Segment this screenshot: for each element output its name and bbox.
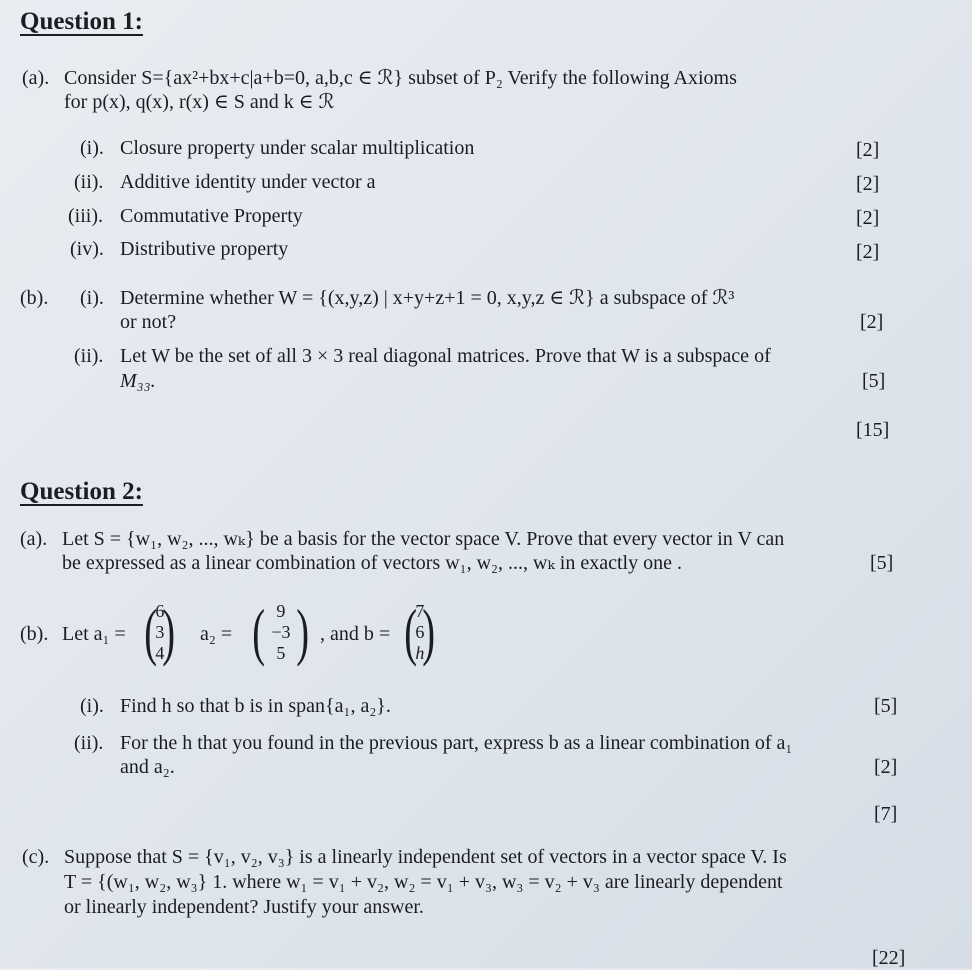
q2-c-line1: Suppose that S = {v₁, v₂, v₃} is a linearly independent set of vectors in a vector space V. Is [64, 846, 787, 868]
q2-c-line3: or linearly independent? Justify your answer. [64, 896, 424, 918]
q1-a-label: (a). [22, 67, 50, 89]
q2-a-line1: Let S = {w₁, w₂, ..., wₖ} be a basis for the vector space V. Prove that every vector in V can [62, 528, 785, 550]
vector-a2: ( 9 −3 5 ) [252, 596, 310, 667]
a1-entry-3: 4 [155, 642, 165, 663]
q1-axiom-3-num: (iii). [68, 205, 103, 227]
q2-total-mark: [22] [872, 947, 906, 969]
q2-b-ii-line2: and a₂. [120, 756, 175, 778]
a2-entry-1: 9 [276, 600, 286, 621]
q2-c-label: (c). [22, 846, 50, 868]
q1-a-line2: for p(x), q(x), r(x) ∈ S and k ∈ ℛ [64, 91, 335, 113]
q1-axiom-2-text: Additive identity under vector a [120, 171, 376, 193]
q2-a-line2: be expressed as a linear combination of vectors w₁, w₂, ..., wₖ in exactly one . [62, 552, 682, 574]
b-entry-2: 6 [415, 621, 425, 642]
question-2-title: Question 2: [20, 478, 143, 505]
q1-total-mark: [15] [856, 419, 890, 441]
q1-b-ii-mark: [5] [862, 370, 886, 392]
q1-b-i-num: (i). [80, 287, 104, 309]
a2-entry-3: 5 [276, 642, 286, 663]
q1-b-i-line2: or not? [120, 311, 177, 333]
q1-a-line1: Consider S={ax²+bx+c|a+b=0, a,b,c ∈ ℛ} subset of P₂ Verify the following Axioms [64, 67, 737, 89]
q2-b-total-mark: [7] [874, 803, 898, 825]
q2-b-i-mark: [5] [874, 695, 898, 717]
q1-axiom-1-mark: [2] [856, 139, 880, 161]
vector-b: ( 7 6 h ) [404, 596, 436, 667]
q1-b-ii-num: (ii). [74, 345, 104, 367]
q2-b-i-num: (i). [80, 695, 104, 717]
q2-b-i-text: Find h so that b is in span{a₁, a₂}. [120, 695, 391, 717]
q1-axiom-4-num: (iv). [70, 238, 104, 260]
a2-entry-2: −3 [271, 621, 291, 642]
q2-b-ii-num: (ii). [74, 732, 104, 754]
q1-b-ii-line1: Let W be the set of all 3 × 3 real diagonal matrices. Prove that W is a subspace of [120, 345, 771, 367]
question-1-title: Question 1: [20, 8, 143, 35]
q1-b-i-mark: [2] [860, 311, 884, 333]
q1-b-i-line1: Determine whether W = {(x,y,z) | x+y+z+1 = 0, x,y,z ∈ ℛ} a subspace of ℛ³ [120, 287, 735, 309]
q2-b-and: , and b = [320, 623, 391, 645]
q2-b-ii-mark: [2] [874, 756, 898, 778]
b-entry-1: 7 [415, 600, 425, 621]
q1-b-label: (b). [20, 287, 49, 309]
q2-a-label: (a). [20, 528, 48, 550]
vector-a1: ( 6 3 4 ) [144, 596, 176, 667]
q1-axiom-2-mark: [2] [856, 173, 880, 195]
q2-a-mark: [5] [870, 552, 894, 574]
q1-axiom-1-text: Closure property under scalar multiplication [120, 137, 475, 159]
q1-axiom-4-mark: [2] [856, 241, 880, 263]
q2-b-ii-line1: For the h that you found in the previous part, express b as a linear combination of a₁ [120, 732, 793, 754]
q2-a2-label: a₂ = [200, 623, 233, 645]
q2-b-label: (b). [20, 623, 49, 645]
a1-entry-2: 3 [155, 621, 165, 642]
q2-c-line2: T = {(w₁, w₂, w₃} 1. where w₁ = v₁ + v₂, w₂ = v₁ + v₃, w₃ = v₂ + v₃ are linearly dependent [64, 871, 783, 893]
q1-axiom-4-text: Distributive property [120, 238, 289, 260]
q1-axiom-2-num: (ii). [74, 171, 104, 193]
b-entry-3: h [415, 642, 425, 663]
q2-b-let: Let a₁ = [62, 623, 126, 645]
q1-axiom-3-text: Commutative Property [120, 205, 303, 227]
q1-b-ii-line2: M₃₃. [120, 370, 156, 392]
q1-axiom-1-num: (i). [80, 137, 104, 159]
a1-entry-1: 6 [155, 600, 165, 621]
q1-axiom-3-mark: [2] [856, 207, 880, 229]
